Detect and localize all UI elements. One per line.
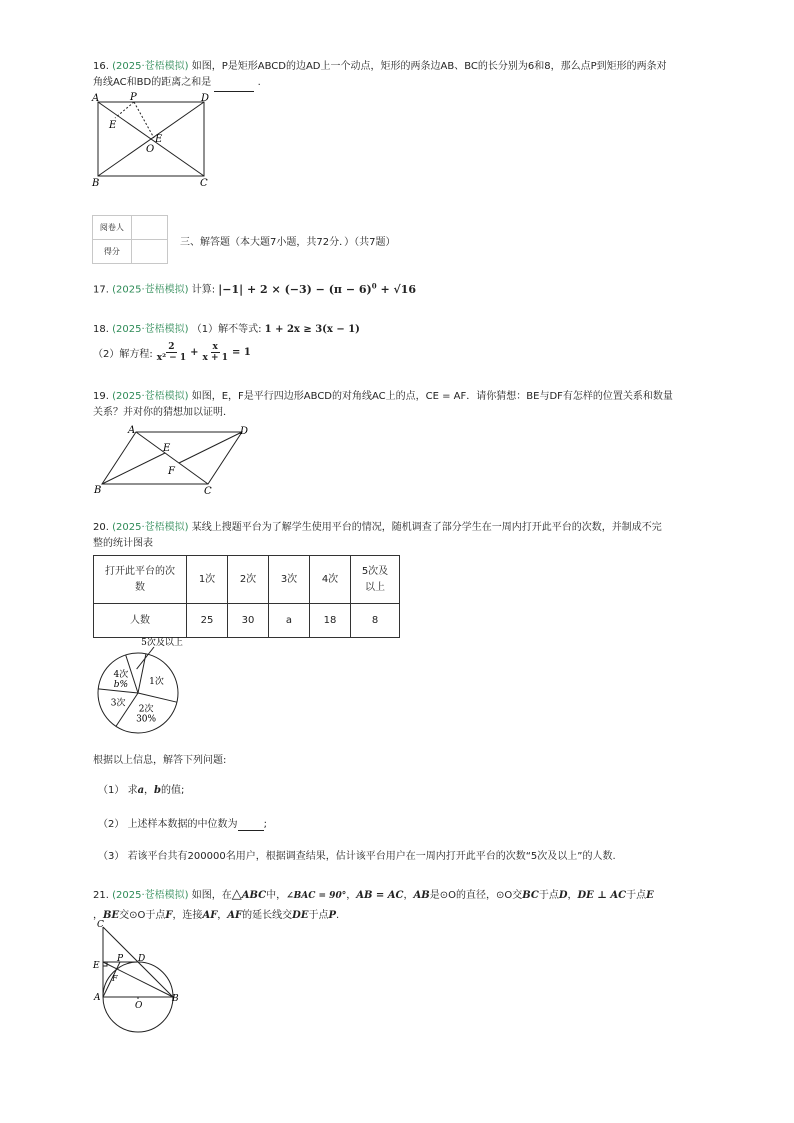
pie-label-2: 2次 — [138, 704, 154, 715]
parallelogram-figure — [90, 422, 260, 496]
source-tag[interactable]: (2025·苍梧模拟) — [112, 391, 189, 402]
svg-text:C: C — [204, 486, 212, 496]
source-tag[interactable]: (2025·苍梧模拟) — [112, 522, 189, 533]
svg-text:D: D — [240, 426, 249, 437]
q20-sub1: （1） 求a，b的值; — [98, 785, 185, 796]
label-p: P — [130, 92, 137, 103]
q18-part1: 18. (2025·苍梧模拟) （1）解不等式: 1 + 2x ≥ 3(x − 1) — [93, 324, 360, 335]
pie-value-4: b% — [113, 680, 129, 691]
pie-slice-2 — [138, 693, 177, 702]
score-box: 阅卷人 得分 — [92, 215, 168, 264]
answer-blank[interactable] — [214, 75, 254, 92]
rectangle-figure — [90, 90, 220, 190]
stats-table: 打开此平台的次数 1次 2次 3次 4次 5次及以上 人数 25 30 a 18 8 — [93, 555, 400, 638]
q20-text: 20. (2025·苍梧模拟) 某线上搜题平台为了解学生使用平台的情况，随机调查了部分学生在一周内打开此平台的次数，并制成不完 整的统计图表 — [93, 522, 662, 549]
svg-text:F: F — [168, 466, 175, 477]
pie-label-5: 5次及以上 — [141, 638, 183, 648]
source-tag[interactable]: (2025·苍梧模拟) — [112, 890, 189, 901]
reviewer-cell[interactable] — [131, 216, 167, 240]
pie-chart — [90, 635, 190, 735]
pie-label-3: 3次 — [110, 698, 126, 709]
q19-text: 19. (2025·苍梧模拟) 如图，E，F是平行四边形ABCD的对角线AC上的点，CE = AF．请你猜想：BE与DF有怎样的位置关系和数量 关系？并对你的猜想加以证明． — [93, 391, 673, 418]
svg-text:P: P — [117, 954, 124, 964]
svg-text:E: E — [93, 961, 100, 971]
pie-value-2: 30% — [136, 714, 157, 725]
q16-text: 16. (2025·苍梧模拟) 如图，P是矩形ABCD的边AD上一个动点，矩形的两条边AB、BC的长分别为6和8，那么点P到矩形的两条对 角线AC和BD的距离之和是 . — [93, 59, 693, 92]
q21-text: 21. (2025·苍梧模拟) 如图，在△ABC中，∠BAC = 90°，AB = AC，AB是⊙O的直径，⊙O交BC于点D，DE ⊥ AC于点E ，BE交⊙O于点F，连接AF，AF的延长线交DE于点P. — [93, 887, 654, 921]
label-e2: E — [155, 134, 163, 145]
svg-text:E: E — [163, 443, 171, 454]
source-tag[interactable]: (2025·苍梧模拟) — [112, 61, 189, 72]
svg-text:D: D — [138, 954, 146, 964]
pie-slice-1 — [138, 654, 146, 693]
label-c: C — [200, 178, 208, 189]
svg-text:B: B — [172, 994, 179, 1004]
answer-blank[interactable] — [238, 819, 264, 831]
svg-text:F: F — [112, 974, 118, 983]
source-tag[interactable]: (2025·苍梧模拟) — [112, 324, 189, 335]
label-a: A — [92, 93, 100, 104]
pie-label-1: 1次 — [149, 677, 164, 688]
q17-text: 17. (2025·苍梧模拟) 计算: $|-1| + 2 \times (-3) - (\pi - 6)^0 + √16$ — [93, 281, 417, 296]
pie-leader-line — [137, 647, 154, 669]
q20-sub2: （2） 上述样本数据的中位数为 ; — [98, 819, 267, 830]
section-title: 三、解答题（本大题7小题，共72分．）（共7题） — [180, 237, 396, 248]
svg-text:B: B — [94, 485, 102, 496]
q20-sub3: （3） 若该平台共有200000名用户，根据调查结果，估计该平台用户在一周内打开此平台的次数“5次及以上”的人数. — [98, 851, 616, 862]
svg-text:O: O — [135, 1001, 143, 1011]
svg-text:A: A — [128, 425, 136, 436]
q18-part2: （2）解方程: $\frac{2}{\text{x² − 1}}$ + $\frac{x}{x + 1}$ = 1 — [93, 341, 251, 363]
pie-label-4: 4次 — [113, 670, 129, 681]
label-e: E — [109, 120, 117, 131]
svg-text:C: C — [97, 920, 104, 930]
source-tag[interactable]: (2025·苍梧模拟) — [112, 284, 189, 296]
score-cell[interactable] — [131, 240, 167, 264]
q20-intro: 根据以上信息，解答下列问题: — [93, 755, 227, 766]
svg-text:A: A — [94, 993, 101, 1003]
label-b: B — [92, 178, 100, 189]
label-o: O — [146, 144, 155, 155]
label-d: D — [201, 93, 210, 104]
circle-figure — [90, 917, 190, 1037]
